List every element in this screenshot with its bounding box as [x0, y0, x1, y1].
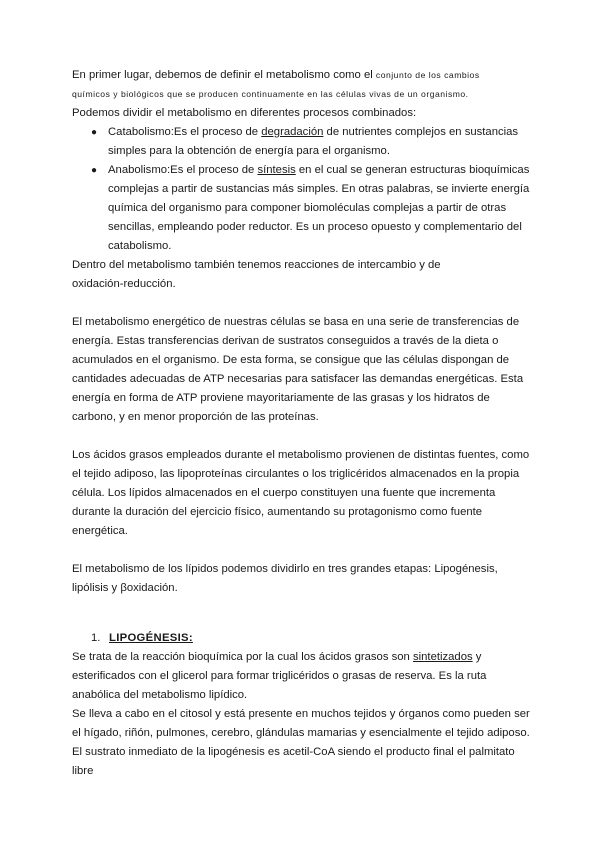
definition-part-1: conjunto de los cambios — [375, 70, 480, 80]
definition-part-2: químicos y biológicos que se producen continuamente en las células vivas de un organismo. — [72, 89, 469, 99]
paragraph-line: energía. Estas transferencias derivan de sustratos conseguidos a través de la dieta o — [72, 335, 499, 347]
paragraph-line: anabólica del metabolismo lipídico. — [72, 689, 248, 701]
section-number: 1. — [91, 632, 101, 644]
paragraph-energetic — [72, 313, 560, 427]
bullet-continuation: complejas a partir de sustancias más simples. En otras palabras, se invierte energía — [108, 183, 530, 195]
process-list — [72, 123, 560, 256]
paragraph-line: acumulados en el organismo. De esta forma, se consigue que las células dispongan de — [72, 354, 510, 366]
list-item-anabolism — [72, 161, 560, 256]
bullet-continuation: simples para la obtención de energía para el organismo. — [108, 145, 390, 157]
paragraph-line: el hígado, riñón, pulmones, cerebro, glándulas mamarias y esencialmente el tejido adiposo. — [72, 727, 530, 739]
paragraph-line: cantidades adecuadas de ATP necesarias para satisfacer las demandas energéticas. Esta — [72, 373, 524, 385]
paragraph-line: carbono, y en menor proporción de las proteínas. — [72, 411, 319, 423]
paragraph-lipogenesis — [72, 648, 560, 781]
paragraph-line: libre — [72, 765, 94, 777]
bullet-text: Anabolismo:Es el proceso de — [108, 164, 258, 176]
paragraph-line: El metabolismo de los lípidos podemos dividirlo en tres grandes etapas: Lipogénesis, — [72, 563, 498, 575]
paragraph-line: energética. — [72, 525, 128, 537]
bullet-icon: ● — [91, 165, 98, 176]
paragraph-line: esterificados con el glicerol para formar triglicéridos o grasas de reserva. Es la ruta — [72, 670, 487, 682]
intro-divide: Podemos dividir el metabolismo en diferentes procesos combinados: — [72, 107, 417, 119]
paragraph-line: energía en forma de ATP proviene mayoritariamente de las grasas y los hidratos de — [72, 392, 490, 404]
paragraph-line: el tejido adiposo, las lipoproteínas circulantes o los triglicéridos almacenados en la propia — [72, 468, 520, 480]
underlined-term: síntesis — [257, 164, 296, 176]
bullet-continuation: sencillas, empleando poder reductor. Es un proceso opuesto y complementario del — [108, 221, 522, 233]
section-title: LIPOGÉNESIS: — [109, 632, 193, 644]
bullet-continuation: catabolismo. — [108, 240, 172, 252]
list-item-catabolism — [72, 123, 560, 161]
paragraph-fatty-acids — [72, 446, 560, 541]
paragraph-line: oxidación-reducción. — [72, 278, 176, 290]
intro-lead: En primer lugar, debemos de definir el metabolismo como el — [72, 69, 376, 81]
spacer — [72, 427, 560, 446]
section-heading-lipogenesis — [72, 629, 560, 648]
spacer — [72, 598, 560, 617]
bullet-text: Catabolismo:Es el proceso de — [108, 126, 262, 138]
bullet-text: de nutrientes complejos en sustancias — [323, 126, 519, 138]
bullet-text: en el cual se generan estructuras bioquímicas — [295, 164, 530, 176]
paragraph-line: durante la duración del ejercicio físico, aumentando su protagonismo como fuente — [72, 506, 483, 518]
paragraph-text: Se trata de la reacción bioquímica por la cual los ácidos grasos son — [72, 651, 413, 663]
bullet-continuation: química del organismo para componer biomoléculas complejas a partir de otras — [108, 202, 507, 214]
underlined-term: sintetizados — [412, 651, 473, 663]
paragraph-line: El sustrato inmediato de la lipogénesis es acetil-CoA siendo el producto final el palmitato — [72, 746, 515, 758]
spacer — [72, 294, 560, 313]
paragraph-lipids — [72, 560, 560, 598]
paragraph-line: lipólisis y βoxidación. — [72, 582, 178, 594]
underlined-term: degradación — [261, 126, 324, 138]
paragraph-line: Dentro del metabolismo también tenemos reacciones de intercambio y de — [72, 259, 441, 271]
paragraph-line: El metabolismo energético de nuestras células se basa en una serie de transferencias de — [72, 316, 520, 328]
paragraph-text: y — [472, 651, 482, 663]
paragraph-line: Los ácidos grasos empleados durante el metabolismo provienen de distintas fuentes, como — [72, 449, 530, 461]
paragraph-line: célula. Los lípidos almacenados en el cuerpo constituyen una fuente que incrementa — [72, 487, 496, 499]
spacer — [72, 541, 560, 560]
intro-line-1 — [72, 66, 560, 85]
paragraph-line: Se lleva a cabo en el citosol y está presente en muchos tejidos y órganos como pueden ser — [72, 708, 530, 720]
bullet-icon: ● — [91, 127, 98, 138]
